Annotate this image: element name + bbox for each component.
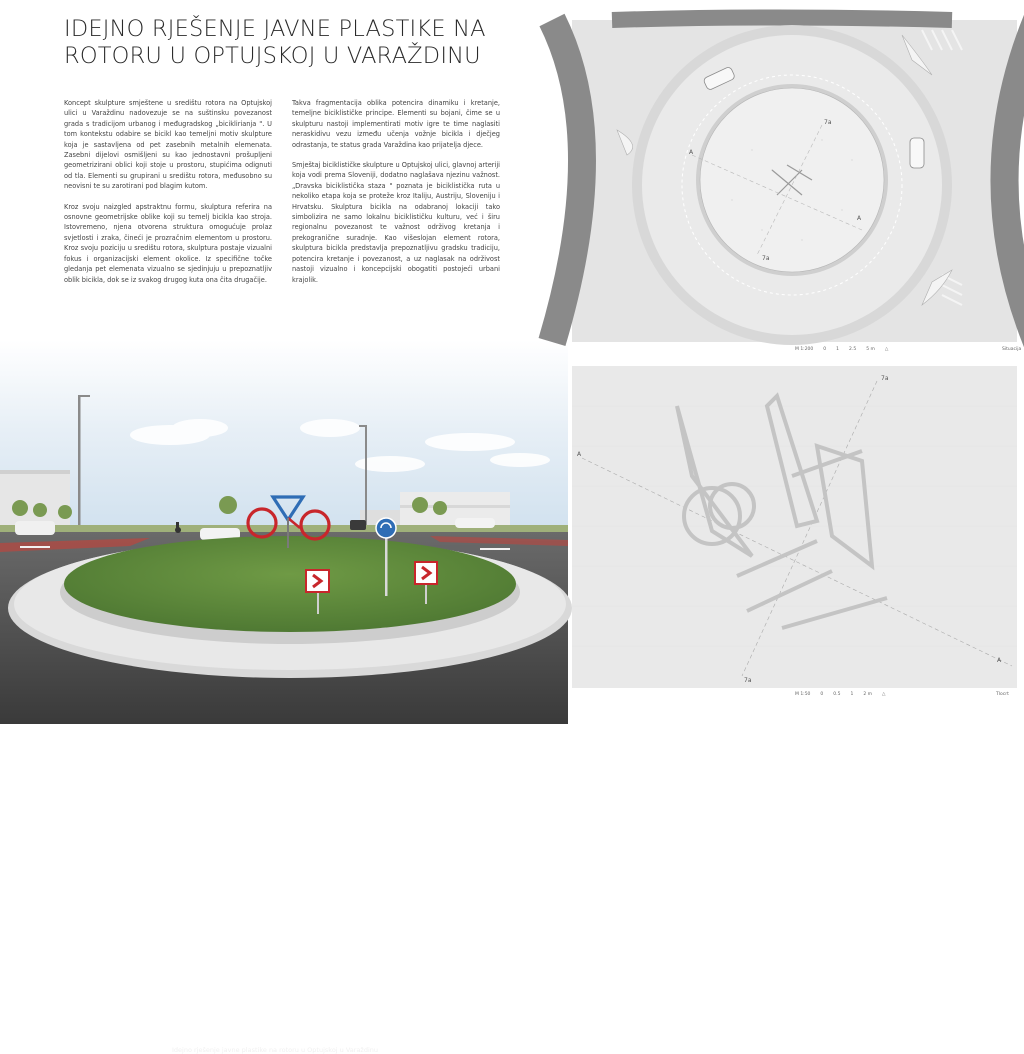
- render-illustration: [0, 340, 568, 724]
- scale-label: 2 m: [863, 692, 873, 697]
- sculpture-plan-drawing: [572, 366, 1017, 688]
- paragraph: Takva fragmentacija oblika potencira dinamiku i kretanje, temeljne biciklističke principe. Elementi su bojani, čime se u skulpturu nastoji implementirati motiv igre te time naglasiti neraskidivu vezu između učenja vožnje bicikla i dječjeg odrastanja, te status grada Varaždina kao prijatelja djece.: [292, 99, 500, 149]
- section-marker: 7a: [881, 375, 889, 382]
- scale-label: 5 m: [866, 347, 875, 352]
- page-title: IDEJNO RJEŠENJE JAVNE PLASTIKE NA ROTORU U OPTUJSKOJ U VARAŽDINU: [64, 16, 486, 69]
- text-column-left: [64, 98, 272, 295]
- site-plan-drawing: [572, 20, 1017, 342]
- scale-label: 0.5: [833, 692, 841, 697]
- scale-bar: [795, 347, 888, 352]
- scale-label: 2.5: [849, 347, 857, 352]
- roundabout-render: [0, 340, 568, 1054]
- scale-label: M 1:200: [795, 347, 814, 352]
- north-arrow-icon: △: [884, 347, 889, 352]
- section-marker: A: [577, 451, 582, 458]
- scale-label: M 1:50: [795, 692, 811, 697]
- paragraph: Koncept skulpture smještene u središtu rotora na Optujskoj ulici u Varaždinu nadovezuje se na suštinsku povezanost grada s tradicijom urbanog i međugradskog „biciklirianja ". U tom kontekstu odabire se bicikl kao temeljni motiv skulpture koja je sastavljena od pet zasebnih metalnih elemenata. Zasebni dijelovi osmišljeni su kao jednostavni prošupljeni geometrizirani oblici koji stoje u prostoru, stupićima odignuti od tla. Elementi su grupirani u središtu rotora, međusobno su neovisni te su zarotirani pod blagim kutom.: [64, 99, 272, 191]
- section-marker: A: [689, 149, 694, 156]
- sculpture-plan: [572, 366, 1017, 688]
- scale-label: 1: [850, 692, 854, 697]
- section-marker: 7a: [744, 677, 752, 684]
- section-marker: 7a: [762, 255, 770, 262]
- north-arrow-icon: △: [882, 692, 886, 697]
- section-marker: A: [997, 657, 1002, 664]
- paragraph: Kroz svoju naizgled apstraktnu formu, skulptura referira na osnovne geometrijske oblike koji su temelj bicikla kao stroja. Istovremeno, njena otvorena struktura omogućuje prolaz svjetlosti i zraka, čineći je prozračnim elementom u prostoru. Kroz svoju poziciju u središtu rotora, skulptura postaje vizualni fokus i organizacijski element okolice. Iz specifične točke gledanja pet elemenata vizualno se sjedinjuju u prepoznatljiv oblik bicikla, dok se iz svakog drugog kuta ona čita drugačije.: [64, 202, 272, 284]
- scale-label: 0: [823, 347, 827, 352]
- text-column-right: [292, 98, 500, 295]
- scale-label: 1: [836, 347, 840, 352]
- plan-label: Situacija: [1002, 347, 1022, 352]
- scale-bar: [795, 692, 886, 697]
- paragraph: Smještaj biciklističke skulpture u Optujskoj ulici, glavnoj arteriji koja vodi prema Sloveniji, dodatno naglašava njezinu važnost. „Dravska biciklistička staza " poznata je biciklistička ruta u nekoliko etapa koja se proteže kroz Italiju, Austriju, Sloveniju i Hrvatsku. Skulptura bicikla na odabranoj lokaciji tako simbolizira ne samo lokalnu biciklističku kulturu, već i širu regionalnu povezanost te važnost održivog kretanja i prekogranične suradnje. Kao višeslojan element rotora, skulptura bicikla predstavlja prepoznatljivu gradsku tradiciju, potencira kretanje i povezanost, a uz naglasak na održivost nastoji vizualno i koncepcijski obogatiti postojeći urbani krajolik.: [292, 161, 500, 284]
- plan-label: Tlocrt: [996, 692, 1009, 697]
- section-marker: 7a: [824, 119, 832, 126]
- site-plan: [572, 20, 1017, 342]
- section-marker: A: [857, 215, 862, 222]
- render-caption: Idejno rješenje javne plastike na rotoru u Optujskoj u Varaždinu: [172, 1046, 379, 1054]
- scale-label: 0: [820, 692, 824, 697]
